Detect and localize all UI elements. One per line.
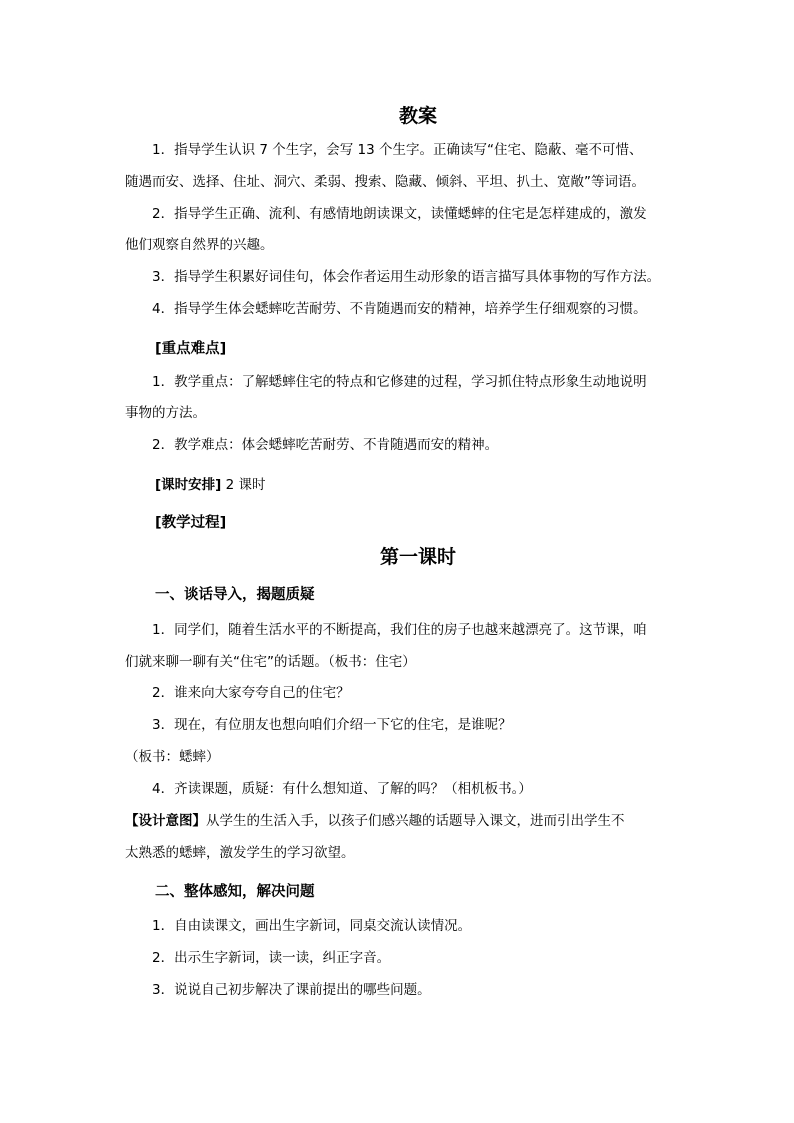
objective-3: 3．指导学生积累好词佳句，体会作者运用生动形象的语言描写具体事物的写作方法。 [152, 269, 661, 285]
objective-1-line-1: 1．指导学生认识 7 个生字，会写 13 个生字。正确读写“住宅、隐蔽、毫不可惜、 [152, 142, 643, 158]
part-2-step-2: 2．出示生字新词，读一读，纠正字音。 [152, 950, 391, 966]
part-1-step-1-line-1: 1．同学们，随着生活水平的不断提高，我们住的房子也越来越漂亮了。这节课，咱 [152, 622, 647, 638]
objective-2-line-2: 他们观察自然界的兴趣。 [125, 237, 274, 253]
key-point-2: 2．教学难点：体会蟋蟀吃苦耐劳、不肯随遇而安的精神。 [152, 437, 499, 453]
design-intent-line-2: 太熟悉的蟋蟀，激发学生的学习欲望。 [125, 845, 355, 861]
design-intent-line-1 [125, 811, 625, 831]
design-intent-label: 【设计意图】 [125, 813, 206, 829]
key-point-1-line-2: 事物的方法。 [125, 405, 206, 421]
document-title: 教案 [398, 105, 437, 127]
objective-4: 4．指导学生体会蟋蟀吃苦耐劳、不肯随遇而安的精神，培养学生仔细观察的习惯。 [152, 301, 647, 317]
part-1-step-2: 2．谁来向大家夸夸自己的住宅？ [152, 685, 350, 701]
key-point-1-line-1: 1．教学重点：了解蟋蟀住宅的特点和它修建的过程，学习抓住特点形象生动地说明 [152, 374, 647, 390]
part-1-step-3-note: （板书：蟋蟀） [125, 749, 220, 765]
part-1-heading: 一、谈话导入，揭题质疑 [155, 587, 315, 603]
lesson-title: 第一课时 [379, 546, 456, 568]
part-1-step-1-line-2: 们就来聊一聊有关“住宅”的话题。（板书：住宅） [125, 654, 416, 670]
schedule-line [155, 475, 266, 495]
design-intent-text: 从学生的生活入手，以孩子们感兴趣的话题导入课文，进而引出学生不 [206, 813, 625, 829]
objective-1-line-2: 随遇而安、选择、住址、洞穴、柔弱、搜索、隐藏、倾斜、平坦、扒土、宽敞”等词语。 [125, 174, 645, 190]
key-points-heading: [重点难点] [155, 341, 227, 357]
part-2-step-3: 3．说说自己初步解决了课前提出的哪些问题。 [152, 982, 431, 998]
schedule-value: 2 课时 [221, 477, 266, 493]
process-heading: [教学过程] [155, 515, 227, 531]
objective-2-line-1: 2．指导学生正确、流利、有感情地朗读课文，读懂蟋蟀的住宅是怎样建成的，激发 [152, 206, 647, 222]
part-1-step-3: 3．现在，有位朋友也想向咱们介绍一下它的住宅，是谁呢？ [152, 717, 512, 733]
schedule-heading: [课时安排] [155, 477, 222, 493]
part-2-step-1: 1．自由读课文，画出生字新词，同桌交流认读情况。 [152, 918, 472, 934]
part-1-step-4: 4．齐读课题，质疑：有什么想知道、了解的吗？（相机板书。） [152, 781, 532, 797]
part-2-heading: 二、整体感知，解决问题 [155, 884, 315, 900]
